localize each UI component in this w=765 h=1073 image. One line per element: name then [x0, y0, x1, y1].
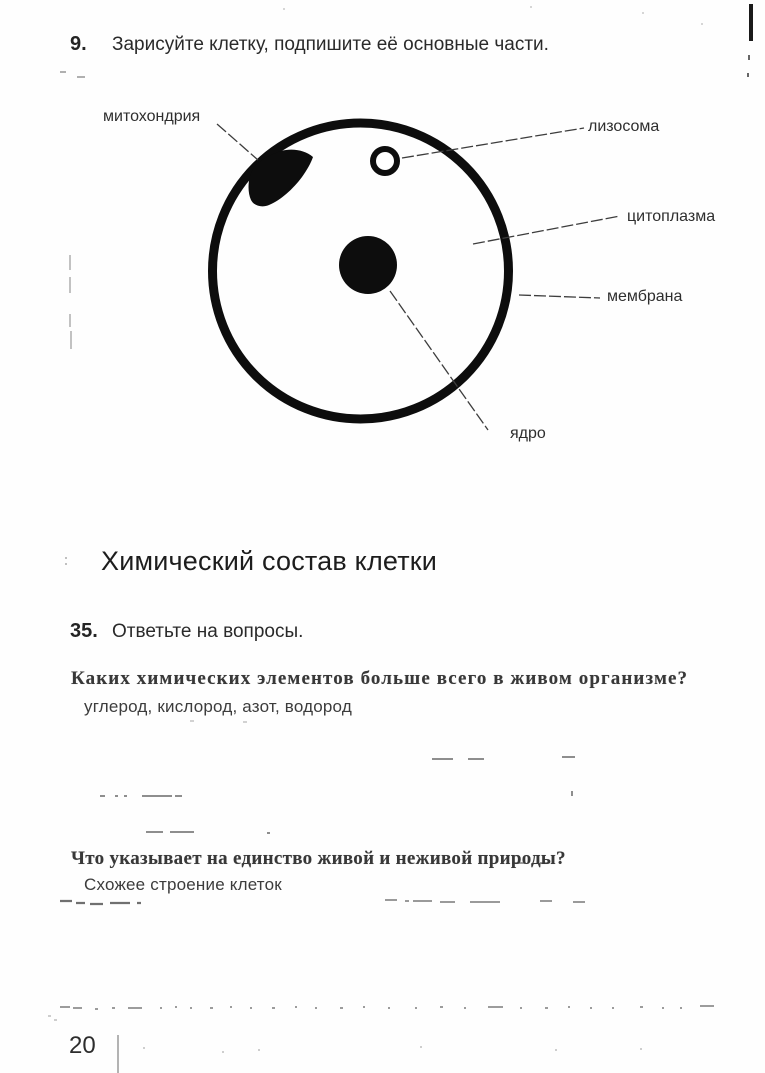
label-lysosome: лизосома [588, 118, 660, 135]
answer-1: углерод, кислород, азот, водород [84, 697, 352, 716]
label-nucleus: ядро [510, 425, 546, 442]
question-2: Что указывает на единство живой и неживой природы? [71, 848, 566, 869]
label-membrane: мембрана [607, 288, 683, 305]
leader-line-cytoplasm [473, 216, 620, 244]
leader-line-nucleus [390, 291, 488, 430]
task35-instruction: Ответьте на вопросы. [112, 621, 304, 642]
page-number: 20 [69, 1032, 96, 1059]
leader-lines [217, 124, 620, 430]
question-1: Каких химических элементов больше всего в живом организме? [71, 668, 689, 689]
leader-line-membrane [519, 295, 600, 298]
nucleus-shape [339, 236, 397, 294]
lysosome-shape [373, 149, 397, 173]
cell-membrane-circle [213, 123, 509, 419]
leader-line-mitochondria [217, 124, 258, 160]
label-mitochondria: митохондрия [103, 108, 201, 125]
section-heading: Химический состав клетки [101, 546, 438, 576]
task9-instruction: Зарисуйте клетку, подпишите её основные части. [112, 34, 549, 55]
leader-line-lysosome [402, 128, 584, 158]
task9-number: 9. [70, 33, 87, 55]
task35-number: 35. [70, 620, 98, 642]
scan-artifacts [48, 4, 753, 1073]
answer-2: Схожее строение клеток [84, 875, 282, 894]
label-cytoplasm: цитоплазма [627, 208, 716, 225]
mitochondria-shape [249, 150, 313, 207]
